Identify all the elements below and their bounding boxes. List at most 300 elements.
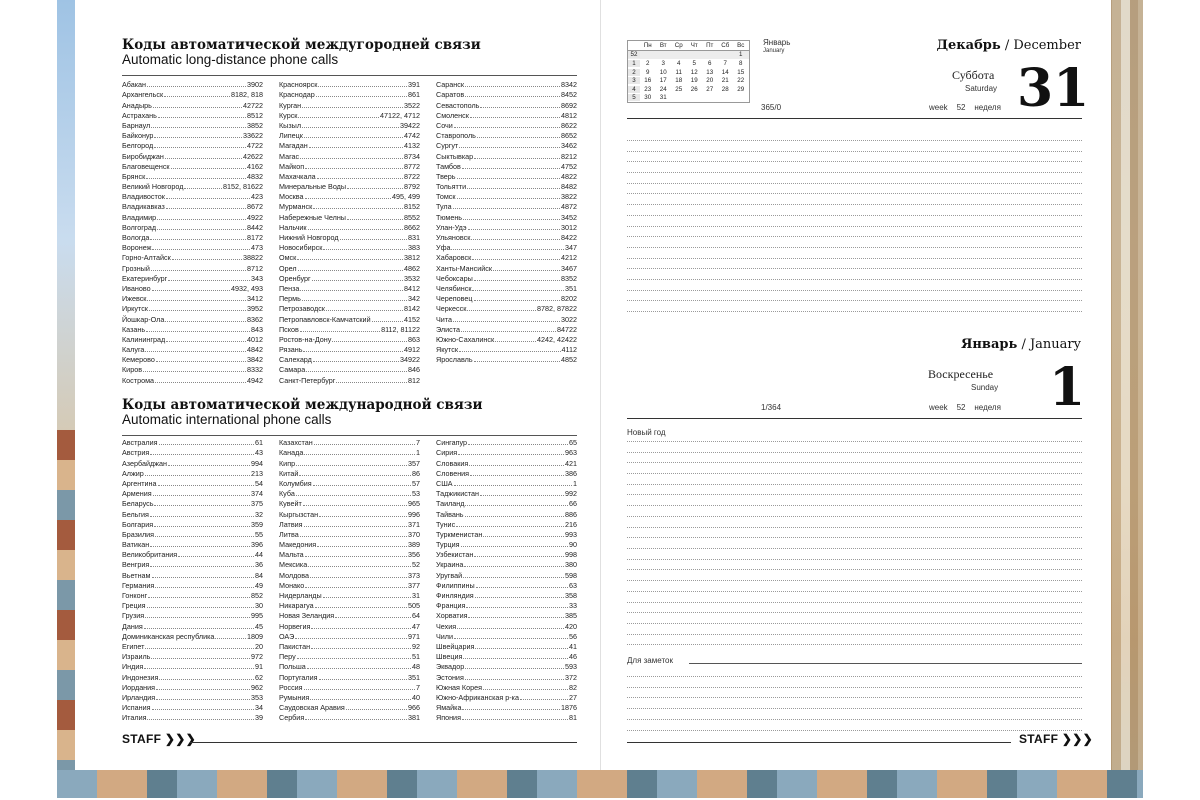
location-name: Израиль: [122, 652, 151, 662]
dial-code: 347: [565, 243, 577, 253]
location-name: Улан-Удэ: [436, 222, 467, 232]
dial-code: 27: [569, 692, 577, 702]
location-name: Грузия: [122, 611, 145, 621]
code-row: [122, 437, 263, 447]
code-row: [436, 222, 577, 232]
chevrons-icon: ❯❯❯: [164, 732, 196, 746]
mini-calendar-day: 5: [692, 59, 696, 67]
week-number: 52: [956, 403, 966, 412]
location-name: Таджикистан: [436, 489, 480, 499]
leader-dots: [310, 698, 411, 700]
notes-label: Для заметок: [627, 656, 673, 665]
leader-dots: [467, 187, 560, 189]
dial-code: 8622: [561, 120, 577, 130]
code-row: [436, 191, 577, 201]
leader-dots: [303, 504, 407, 506]
location-name: Армения: [122, 489, 152, 499]
code-row: [436, 498, 577, 508]
leader-dots: [146, 330, 250, 332]
cover-photo-left-edge: [57, 430, 77, 798]
location-name: Чехия: [436, 621, 457, 631]
notes-rule: [689, 663, 1082, 664]
dial-code: 30: [255, 601, 263, 611]
dial-code: 972: [251, 652, 263, 662]
dial-code: 863: [408, 334, 420, 344]
leader-dots: [305, 197, 391, 199]
leader-dots: [300, 289, 403, 291]
mini-calendar-day: 14: [721, 68, 729, 76]
mini-calendar-week: [628, 94, 749, 103]
writing-line: [627, 268, 1082, 269]
mini-calendar-weekday: Сб: [721, 41, 730, 49]
location-name: Краснодар: [279, 90, 315, 100]
dial-code: 356: [408, 550, 420, 560]
leader-dots: [215, 637, 246, 639]
day1-top-rule: [627, 118, 1082, 119]
day2-month: Январь / January: [960, 337, 1081, 352]
code-row: [279, 590, 420, 600]
writing-line: [627, 300, 1082, 301]
code-row: [436, 283, 577, 293]
leader-dots: [493, 269, 560, 271]
code-row: [436, 569, 577, 579]
leader-dots: [495, 340, 536, 342]
leader-dots: [457, 177, 560, 179]
leader-dots: [164, 95, 230, 97]
code-row: [279, 661, 420, 671]
location-name: Элиста: [436, 324, 460, 334]
dial-code: 391: [408, 80, 420, 90]
code-row: [279, 488, 420, 498]
code-row: [122, 242, 263, 252]
leader-dots: [465, 95, 560, 97]
code-row: [279, 150, 420, 160]
writing-line: [627, 462, 1082, 463]
code-row: [122, 641, 263, 651]
international-column: [279, 437, 420, 722]
dial-code: 3022: [561, 314, 577, 324]
leader-dots: [462, 718, 568, 720]
code-row: [122, 354, 263, 364]
leader-dots: [158, 116, 246, 118]
code-row: [436, 508, 577, 518]
dial-code: 3012: [561, 222, 577, 232]
leader-dots: [308, 565, 411, 567]
code-row: [436, 580, 577, 590]
code-row: [279, 242, 420, 252]
location-name: Вологда: [122, 233, 150, 242]
code-row: [279, 468, 420, 478]
location-name: Австралия: [122, 438, 158, 448]
location-name: Южная Корея: [436, 682, 482, 692]
leader-dots: [150, 238, 246, 240]
location-name: Узбекистан: [436, 550, 474, 560]
mini-calendar-day: 15: [737, 68, 745, 76]
dial-code: 1809: [247, 631, 263, 641]
dial-code: 593: [565, 662, 577, 672]
code-row: [122, 590, 263, 600]
mini-calendar-day: 27: [706, 85, 714, 93]
leader-dots: [178, 555, 254, 557]
code-row: [436, 324, 577, 334]
dial-code: 998: [565, 550, 577, 560]
leader-dots: [336, 381, 407, 383]
mini-calendar-day: 30: [644, 94, 652, 102]
dial-code: 7: [416, 682, 420, 692]
dial-code: 56: [569, 631, 577, 641]
dial-code: 4932, 493: [231, 283, 263, 293]
leader-dots: [295, 637, 407, 639]
dial-code: 495, 499: [392, 192, 420, 202]
dial-code: 8362: [247, 314, 263, 324]
leader-dots: [150, 565, 254, 567]
code-row: [279, 222, 420, 232]
location-name: Барнаул: [122, 120, 151, 130]
code-row: [436, 519, 577, 529]
code-row: [436, 99, 577, 109]
leader-dots: [319, 678, 407, 680]
dial-code: 64: [412, 611, 420, 621]
leader-dots: [150, 545, 250, 547]
dial-code: 55: [255, 529, 263, 539]
week-label-ru: неделя: [974, 403, 1001, 412]
dial-code: 8692: [561, 100, 577, 110]
leader-dots: [465, 85, 560, 87]
location-name: Череповец: [436, 294, 473, 304]
dial-code: 4242, 42422: [537, 334, 577, 344]
dial-code: 8662: [404, 222, 420, 232]
leader-dots: [297, 657, 411, 659]
mini-calendar-weekday: Пн: [643, 41, 652, 49]
code-row: [436, 539, 577, 549]
location-name: Великий Новгород: [122, 182, 184, 192]
mini-calendar-day: 24: [659, 85, 667, 93]
leader-dots: [520, 698, 568, 700]
dial-code: 43: [255, 448, 263, 458]
leader-dots: [146, 177, 246, 179]
leader-dots: [459, 350, 561, 352]
code-row: [279, 569, 420, 579]
location-name: Вьетнам: [122, 570, 151, 580]
location-name: Пенза: [279, 283, 300, 293]
leader-dots: [150, 453, 254, 455]
location-name: Туркменистан: [436, 529, 483, 539]
dial-code: 65: [569, 438, 577, 448]
long-distance-title: Коды автоматической междугородней связи: [122, 37, 481, 53]
leader-dots: [172, 258, 242, 260]
code-row: [122, 171, 263, 181]
location-name: Индия: [122, 662, 144, 672]
leader-dots: [462, 708, 560, 710]
code-row: [122, 692, 263, 702]
writing-line: [627, 204, 1082, 205]
location-name: Венгрия: [122, 560, 150, 570]
code-row: [436, 161, 577, 171]
location-name: Колумбия: [279, 478, 312, 488]
location-name: Индонезия: [122, 672, 159, 682]
leader-dots: [145, 474, 250, 476]
code-row: [122, 559, 263, 569]
code-row: [122, 324, 263, 334]
code-row: [279, 283, 420, 293]
code-row: [122, 447, 263, 457]
code-row: [279, 559, 420, 569]
day2-week: [929, 403, 1001, 412]
dial-code: 7: [416, 438, 420, 448]
dial-code: 843: [251, 324, 263, 334]
brand-logo-right: [1019, 732, 1093, 746]
location-name: Нижний Новгород: [279, 233, 339, 242]
dial-code: 4112: [561, 345, 577, 355]
mini-calendar-week: [628, 76, 749, 85]
dial-code: 380: [565, 560, 577, 570]
code-row: [122, 191, 263, 201]
location-name: Воронеж: [122, 243, 152, 253]
dial-code: 8712: [247, 263, 263, 273]
code-row: [122, 140, 263, 150]
dial-code: 213: [251, 468, 263, 478]
leader-dots: [332, 340, 407, 342]
location-name: Южно-Сахалинск: [436, 334, 495, 344]
code-row: [279, 549, 420, 559]
mini-calendar-week-number: 1: [628, 60, 640, 67]
dial-code: 4912: [404, 345, 420, 355]
leader-dots: [474, 299, 560, 301]
code-row: [436, 620, 577, 630]
leader-dots: [155, 535, 254, 537]
location-name: Таиланд: [436, 499, 465, 509]
dial-code: 4812: [561, 110, 577, 120]
location-name: Молдова: [279, 570, 310, 580]
code-row: [436, 120, 577, 130]
location-name: Южно-Африканская р-ка: [436, 692, 519, 702]
dial-code: 82: [569, 682, 577, 692]
writing-line: [627, 311, 1082, 312]
location-name: Челябинск: [436, 283, 472, 293]
leader-dots: [184, 187, 222, 189]
location-name: Новосибирск: [279, 243, 323, 253]
leader-dots: [466, 606, 568, 608]
code-row: [436, 600, 577, 610]
dial-code: 389: [408, 540, 420, 550]
code-row: [279, 201, 420, 211]
code-row: [122, 364, 263, 374]
writing-line: [627, 193, 1082, 194]
international-table: [122, 437, 577, 722]
leader-dots: [465, 667, 564, 669]
location-name: Испания: [122, 703, 151, 713]
leader-dots: [147, 299, 246, 301]
week-number: 52: [956, 103, 966, 112]
dial-code: 375: [251, 499, 263, 509]
leader-dots: [470, 116, 560, 118]
mini-calendar-day: 26: [690, 85, 698, 93]
location-name: Черкесск: [436, 304, 467, 314]
location-name: Ямайка: [436, 703, 462, 713]
code-row: [436, 651, 577, 661]
writing-line: [627, 708, 1082, 709]
code-row: [436, 344, 577, 354]
leader-dots: [305, 555, 407, 557]
code-row: [279, 519, 420, 529]
location-name: Бразилия: [122, 529, 155, 539]
dial-code: 359: [251, 519, 263, 529]
location-name: Благовещенск: [122, 161, 170, 171]
writing-line: [627, 697, 1082, 698]
location-name: Анадырь: [122, 100, 152, 110]
dial-code: 963: [565, 448, 577, 458]
location-name: Украина: [436, 560, 464, 570]
code-row: [122, 303, 263, 313]
dial-code: 386: [565, 468, 577, 478]
writing-line: [627, 452, 1082, 453]
location-name: Томск: [436, 192, 456, 202]
dial-code: 965: [408, 499, 420, 509]
mini-calendar-month-en: January: [763, 48, 785, 54]
location-name: Греция: [122, 601, 146, 611]
location-name: Волгоград: [122, 222, 157, 232]
writing-line: [627, 161, 1082, 162]
dial-code: 38822: [243, 253, 263, 263]
mini-calendar-day: 12: [690, 68, 698, 76]
dial-code: 3467: [561, 263, 577, 273]
location-name: Самара: [279, 365, 306, 375]
dial-code: 861: [408, 90, 420, 100]
code-row: [279, 651, 420, 661]
location-name: Красноярск: [279, 80, 318, 90]
code-row: [122, 631, 263, 641]
mini-calendar-day: 16: [644, 77, 652, 85]
mini-calendar-weekday: Чт: [690, 41, 698, 49]
long-distance-column: [122, 79, 263, 385]
leader-dots: [159, 443, 254, 445]
leader-dots: [300, 535, 407, 537]
code-row: [122, 232, 263, 242]
day1-week: [929, 103, 1001, 112]
dial-code: 3842: [247, 355, 263, 365]
day2-weekday-ru: Воскресенье: [928, 367, 994, 381]
leader-dots: [152, 248, 250, 250]
mini-calendar-week: [628, 85, 749, 94]
location-name: Ульяновск: [436, 233, 471, 242]
writing-line: [627, 140, 1082, 141]
dial-code: 20: [255, 641, 263, 651]
mini-calendar-day: 10: [659, 68, 667, 76]
writing-line: [627, 719, 1082, 720]
dial-code: 46: [569, 652, 577, 662]
leader-dots: [149, 309, 246, 311]
location-name: Горно-Алтайск: [122, 253, 171, 263]
leader-dots: [474, 157, 560, 159]
leader-dots: [483, 688, 568, 690]
location-name: Магадан: [279, 141, 308, 151]
location-name: Турция: [436, 540, 460, 550]
location-name: Саудовская Аравия: [279, 703, 345, 713]
code-row: [122, 702, 263, 712]
writing-line: [627, 151, 1082, 152]
location-name: Египет: [122, 641, 145, 651]
dial-code: 4722: [247, 141, 263, 151]
mini-calendar-day: 20: [706, 77, 714, 85]
leader-dots: [461, 545, 568, 547]
location-name: Сочи: [436, 120, 453, 130]
dial-code: 342: [408, 294, 420, 304]
code-row: [122, 181, 263, 191]
location-name: Ижевск: [122, 294, 147, 304]
leader-dots: [157, 228, 246, 230]
dial-code: 4852: [561, 355, 577, 365]
dial-code: 52: [412, 560, 420, 570]
dial-code: 92: [412, 641, 420, 651]
dial-code: 61: [255, 438, 263, 448]
code-row: [436, 171, 577, 181]
dial-code: 1: [573, 478, 577, 488]
leader-dots: [152, 289, 230, 291]
leader-dots: [168, 279, 250, 281]
mini-calendar-month-ru: Январь: [763, 38, 791, 47]
brand-text: STAFF: [1019, 732, 1059, 746]
leader-dots: [462, 167, 560, 169]
leader-dots: [313, 484, 411, 486]
code-row: [436, 79, 577, 89]
location-name: Мексика: [279, 560, 308, 570]
code-row: [122, 120, 263, 130]
right-page: [600, 0, 1111, 770]
dial-code: 8332: [247, 365, 263, 375]
location-name: Хабаровск: [436, 253, 472, 263]
writing-line: [627, 644, 1082, 645]
location-name: Грозный: [122, 263, 150, 273]
code-row: [122, 529, 263, 539]
code-row: [122, 671, 263, 681]
leader-dots: [296, 464, 407, 466]
writing-line: [627, 290, 1082, 291]
leader-dots: [153, 494, 250, 496]
writing-line: [627, 236, 1082, 237]
international-subtitle: Automatic international phone calls: [122, 412, 332, 427]
dial-code: 992: [565, 489, 577, 499]
location-name: Ярославль: [436, 355, 473, 365]
dial-code: 993: [565, 529, 577, 539]
code-row: [279, 334, 420, 344]
dial-code: 995: [251, 611, 263, 621]
dial-code: 84: [255, 570, 263, 580]
code-row: [436, 661, 577, 671]
writing-line: [627, 258, 1082, 259]
dial-code: 8452: [561, 90, 577, 100]
leader-dots: [474, 555, 564, 557]
mini-calendar-day: 11: [675, 68, 682, 76]
code-row: [279, 712, 420, 722]
dial-code: 353: [251, 692, 263, 702]
location-name: Йошкар-Ола: [122, 314, 165, 324]
leader-dots: [313, 207, 403, 209]
code-row: [279, 313, 420, 323]
location-name: Байконур: [122, 131, 154, 141]
location-name: Ханты-Мансийск: [436, 263, 493, 273]
leader-dots: [313, 360, 399, 362]
leader-dots: [165, 157, 242, 159]
location-name: Россия: [279, 682, 303, 692]
dial-code: 473: [251, 243, 263, 253]
dial-code: 36: [255, 560, 263, 570]
location-name: Астрахань: [122, 110, 157, 120]
dial-code: 34922: [400, 355, 420, 365]
mini-calendar-day: 23: [644, 85, 652, 93]
leader-dots: [306, 370, 407, 372]
long-distance-column: [436, 79, 577, 385]
day1-date: 31: [1017, 58, 1090, 119]
